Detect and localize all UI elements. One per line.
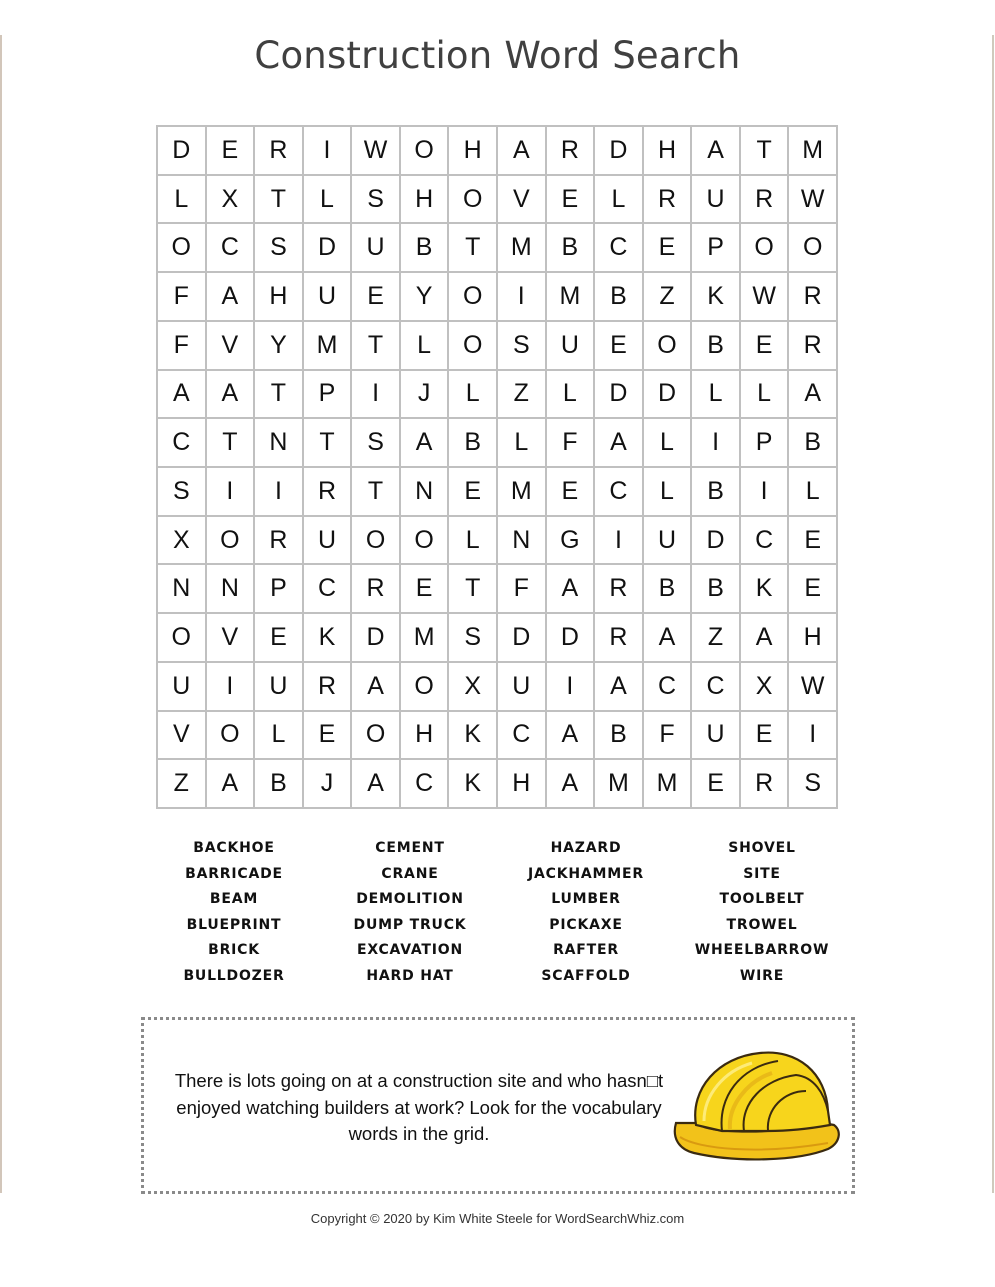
grid-cell[interactable]: E [789,565,838,614]
word-list-item: RAFTER [553,942,619,959]
grid-cell[interactable]: R [741,760,790,809]
grid-cell[interactable]: L [644,419,693,468]
grid-cell[interactable]: O [401,127,450,176]
grid-cell[interactable]: I [595,517,644,566]
grid-cell[interactable]: V [158,712,207,761]
grid-cell[interactable]: O [352,712,401,761]
grid-cell[interactable]: A [207,760,256,809]
grid-cell[interactable]: M [595,760,644,809]
grid-cell[interactable]: P [741,419,790,468]
grid-cell[interactable]: W [352,127,401,176]
grid-cell[interactable]: O [207,712,256,761]
grid-cell[interactable]: X [207,176,256,225]
grid-cell[interactable]: S [789,760,838,809]
grid-cell[interactable]: P [692,224,741,273]
grid-cell[interactable]: D [644,371,693,420]
grid-cell[interactable]: F [644,712,693,761]
grid-cell[interactable]: A [595,419,644,468]
grid-cell[interactable]: D [692,517,741,566]
grid-cell[interactable]: A [352,663,401,712]
grid-cell[interactable]: B [547,224,596,273]
grid-cell[interactable]: I [547,663,596,712]
grid-cell[interactable]: T [255,371,304,420]
grid-cell[interactable]: T [352,468,401,517]
grid-cell[interactable]: C [207,224,256,273]
grid-cell[interactable]: E [595,322,644,371]
grid-cell[interactable]: X [741,663,790,712]
grid-cell[interactable]: D [352,614,401,663]
grid-cell[interactable]: L [789,468,838,517]
grid-cell[interactable]: B [644,565,693,614]
grid-cell[interactable]: A [595,663,644,712]
grid-cell[interactable]: R [741,176,790,225]
word-list-item: BACKHOE [193,840,275,856]
grid-cell[interactable]: M [547,273,596,322]
grid-cell[interactable]: L [401,322,450,371]
page-title: Construction Word Search [254,34,741,77]
grid-cell[interactable]: R [352,565,401,614]
word-list-item: HARD HAT [366,967,454,984]
grid-cell[interactable]: L [595,176,644,225]
grid-cell[interactable]: T [207,419,256,468]
grid-cell[interactable]: S [255,224,304,273]
grid-cell[interactable]: C [498,712,547,761]
grid-cell[interactable]: H [255,273,304,322]
grid-cell[interactable]: M [304,322,353,371]
grid-cell[interactable]: I [255,468,304,517]
grid-cell[interactable]: N [401,468,450,517]
grid-cell[interactable]: E [644,224,693,273]
grid-cell[interactable]: A [207,273,256,322]
grid-cell[interactable]: T [741,127,790,176]
grid-cell[interactable]: A [644,614,693,663]
word-list-item: DEMOLITION [356,891,464,908]
grid-cell[interactable]: H [449,127,498,176]
word-list-item: SHOVEL [728,840,796,856]
grid-cell[interactable]: S [158,468,207,517]
grid-cell[interactable]: I [741,468,790,517]
grid-cell[interactable]: C [401,760,450,809]
grid-cell[interactable]: U [692,712,741,761]
grid-cell[interactable]: X [158,517,207,566]
grid-cell[interactable]: M [498,224,547,273]
grid-cell[interactable]: O [158,224,207,273]
grid-cell[interactable]: G [547,517,596,566]
grid-cell[interactable]: R [595,614,644,663]
grid-cell[interactable]: O [352,517,401,566]
grid-cell[interactable]: O [207,517,256,566]
grid-cell[interactable]: M [401,614,450,663]
grid-cell[interactable]: N [255,419,304,468]
grid-cell[interactable]: U [644,517,693,566]
grid-cell[interactable]: L [304,176,353,225]
word-list-column [146,836,322,990]
grid-cell[interactable]: B [595,273,644,322]
grid-cell[interactable]: F [547,419,596,468]
hard-hat-icon [668,1045,844,1163]
word-list-item: CRANE [381,865,439,882]
grid-cell[interactable]: U [547,322,596,371]
grid-cell[interactable]: A [498,127,547,176]
grid-cell[interactable]: R [547,127,596,176]
grid-cell[interactable]: V [207,322,256,371]
grid-cell[interactable]: I [207,663,256,712]
grid-cell[interactable]: I [789,712,838,761]
grid-cell[interactable]: A [547,712,596,761]
word-list-item: DUMP TRUCK [353,916,467,933]
grid-cell[interactable]: D [547,614,596,663]
page-edge-right [992,35,994,1193]
grid-cell[interactable]: C [644,663,693,712]
word-list-column [498,836,674,990]
grid-cell[interactable]: O [401,517,450,566]
grid-cell[interactable]: S [352,176,401,225]
letter-grid [156,125,838,809]
word-list-column [322,836,498,990]
grid-cell[interactable]: C [595,224,644,273]
grid-cell[interactable]: N [498,517,547,566]
grid-cell[interactable]: L [255,712,304,761]
grid-cell[interactable]: O [449,176,498,225]
word-list-item: JACKHAMMER [528,865,644,882]
grid-cell[interactable]: A [547,760,596,809]
grid-cell[interactable]: Y [401,273,450,322]
grid-cell[interactable]: R [595,565,644,614]
word-list-item: HAZARD [550,840,622,856]
grid-cell[interactable]: Z [692,614,741,663]
grid-cell[interactable]: E [547,468,596,517]
grid-cell[interactable]: W [789,663,838,712]
grid-cell[interactable]: E [692,760,741,809]
grid-cell[interactable]: D [158,127,207,176]
grid-cell[interactable]: R [644,176,693,225]
grid-cell[interactable]: H [644,127,693,176]
grid-cell[interactable]: U [692,176,741,225]
grid-cell[interactable]: S [498,322,547,371]
grid-cell[interactable]: C [692,663,741,712]
grid-cell[interactable]: M [789,127,838,176]
word-list-item: WHEELBARROW [694,942,830,959]
grid-cell[interactable]: J [401,371,450,420]
grid-cell[interactable]: O [449,322,498,371]
grid-cell[interactable]: A [692,127,741,176]
word-list-item: SCAFFOLD [541,967,631,984]
grid-cell[interactable]: L [449,371,498,420]
grid-cell[interactable]: F [498,565,547,614]
grid-cell[interactable]: T [352,322,401,371]
grid-cell[interactable]: I [692,419,741,468]
grid-cell[interactable]: L [644,468,693,517]
grid-cell[interactable]: C [595,468,644,517]
page-edge-left [0,35,2,1193]
grid-cell[interactable]: C [741,517,790,566]
grid-cell[interactable]: U [255,663,304,712]
grid-cell[interactable]: B [692,468,741,517]
grid-cell[interactable]: U [304,273,353,322]
grid-cell[interactable]: V [498,176,547,225]
grid-cell[interactable]: Z [498,371,547,420]
word-list [146,836,850,990]
word-list-item: PICKAXE [549,916,623,933]
grid-cell[interactable]: U [158,663,207,712]
word-list-item: BEAM [209,891,259,908]
grid-cell[interactable]: A [789,371,838,420]
word-list-item: BRICK [208,942,260,959]
grid-cell[interactable]: B [595,712,644,761]
grid-cell[interactable]: W [741,273,790,322]
grid-cell[interactable]: R [304,468,353,517]
grid-cell[interactable]: P [255,565,304,614]
grid-cell[interactable]: B [692,322,741,371]
word-list-item: BARRICADE [185,865,283,882]
grid-cell[interactable]: W [789,176,838,225]
grid-cell[interactable]: S [449,614,498,663]
word-list-item: TROWEL [726,916,798,933]
grid-cell[interactable]: A [741,614,790,663]
grid-cell[interactable]: K [449,760,498,809]
grid-cell[interactable]: T [304,419,353,468]
grid-cell[interactable]: H [401,712,450,761]
grid-cell[interactable]: A [547,565,596,614]
word-list-item: LUMBER [551,891,621,908]
grid-cell[interactable]: D [304,224,353,273]
grid-cell[interactable]: O [789,224,838,273]
grid-cell[interactable]: D [595,371,644,420]
grid-cell[interactable]: B [401,224,450,273]
grid-cell[interactable]: A [158,371,207,420]
grid-cell[interactable]: E [449,468,498,517]
grid-cell[interactable]: Z [158,760,207,809]
info-box [141,1017,855,1194]
grid-cell[interactable]: K [449,712,498,761]
grid-cell[interactable]: E [304,712,353,761]
grid-cell[interactable]: O [401,663,450,712]
grid-cell[interactable]: Y [255,322,304,371]
grid-cell[interactable]: R [255,517,304,566]
grid-cell[interactable]: B [449,419,498,468]
grid-cell[interactable]: V [207,614,256,663]
grid-cell[interactable]: E [741,322,790,371]
word-list-item: BULLDOZER [183,967,285,984]
grid-cell[interactable]: E [401,565,450,614]
grid-cell[interactable]: L [547,371,596,420]
grid-cell[interactable]: M [644,760,693,809]
grid-cell[interactable]: A [352,760,401,809]
grid-cell[interactable]: F [158,322,207,371]
grid-cell[interactable]: I [207,468,256,517]
grid-cell[interactable]: B [789,419,838,468]
grid-cell[interactable]: B [692,565,741,614]
word-list-item: WIRE [739,967,785,984]
grid-cell[interactable]: K [741,565,790,614]
grid-cell[interactable]: H [498,760,547,809]
grid-cell[interactable]: O [449,273,498,322]
grid-cell[interactable]: O [644,322,693,371]
word-list-item: EXCAVATION [356,942,464,959]
grid-cell[interactable]: R [304,663,353,712]
grid-cell[interactable]: H [789,614,838,663]
grid-cell[interactable]: E [255,614,304,663]
word-list-item: TOOLBELT [719,891,805,908]
grid-cell[interactable]: C [158,419,207,468]
grid-cell[interactable]: D [498,614,547,663]
grid-cell[interactable]: U [352,224,401,273]
grid-cell[interactable]: I [304,127,353,176]
grid-cell[interactable]: N [207,565,256,614]
grid-cell[interactable]: R [789,322,838,371]
grid-cell[interactable]: D [595,127,644,176]
grid-cell[interactable]: U [304,517,353,566]
grid-cell[interactable]: U [498,663,547,712]
grid-cell[interactable]: O [158,614,207,663]
grid-cell[interactable]: Z [644,273,693,322]
grid-cell[interactable]: N [158,565,207,614]
grid-cell[interactable]: E [547,176,596,225]
grid-cell[interactable]: A [207,371,256,420]
grid-cell[interactable]: E [741,712,790,761]
grid-cell[interactable]: I [498,273,547,322]
copyright-text: Copyright © 2020 by Kim White Steele for WordSearchWhiz.com [310,1211,685,1226]
grid-cell[interactable]: P [304,371,353,420]
grid-cell[interactable]: R [789,273,838,322]
grid-cell[interactable]: A [401,419,450,468]
grid-cell[interactable]: K [304,614,353,663]
grid-cell[interactable]: L [158,176,207,225]
grid-cell[interactable]: F [158,273,207,322]
grid-cell[interactable]: L [498,419,547,468]
grid-cell[interactable]: R [255,127,304,176]
grid-cell[interactable]: J [304,760,353,809]
grid-cell[interactable]: H [401,176,450,225]
grid-cell[interactable]: K [692,273,741,322]
info-text: There is lots going on at a construction site and who hasn□t enjoyed watching builders at work? Look for the vocabulary words in the grid. [174,1070,664,1144]
grid-cell[interactable]: M [498,468,547,517]
word-list-item: SITE [743,865,781,882]
grid-cell[interactable]: X [449,663,498,712]
grid-cell[interactable]: T [449,565,498,614]
grid-cell[interactable]: L [692,371,741,420]
grid-cell[interactable]: T [449,224,498,273]
grid-cell[interactable]: O [741,224,790,273]
grid-cell[interactable]: E [789,517,838,566]
grid-cell[interactable]: L [449,517,498,566]
grid-cell[interactable]: L [741,371,790,420]
word-list-item: CEMENT [375,840,445,856]
grid-cell[interactable]: S [352,419,401,468]
grid-cell[interactable]: I [352,371,401,420]
word-list-column [674,836,850,990]
grid-cell[interactable]: B [255,760,304,809]
grid-cell[interactable]: E [207,127,256,176]
word-list-item: BLUEPRINT [186,916,282,933]
grid-cell[interactable]: E [352,273,401,322]
grid-cell[interactable]: C [304,565,353,614]
grid-cell[interactable]: T [255,176,304,225]
